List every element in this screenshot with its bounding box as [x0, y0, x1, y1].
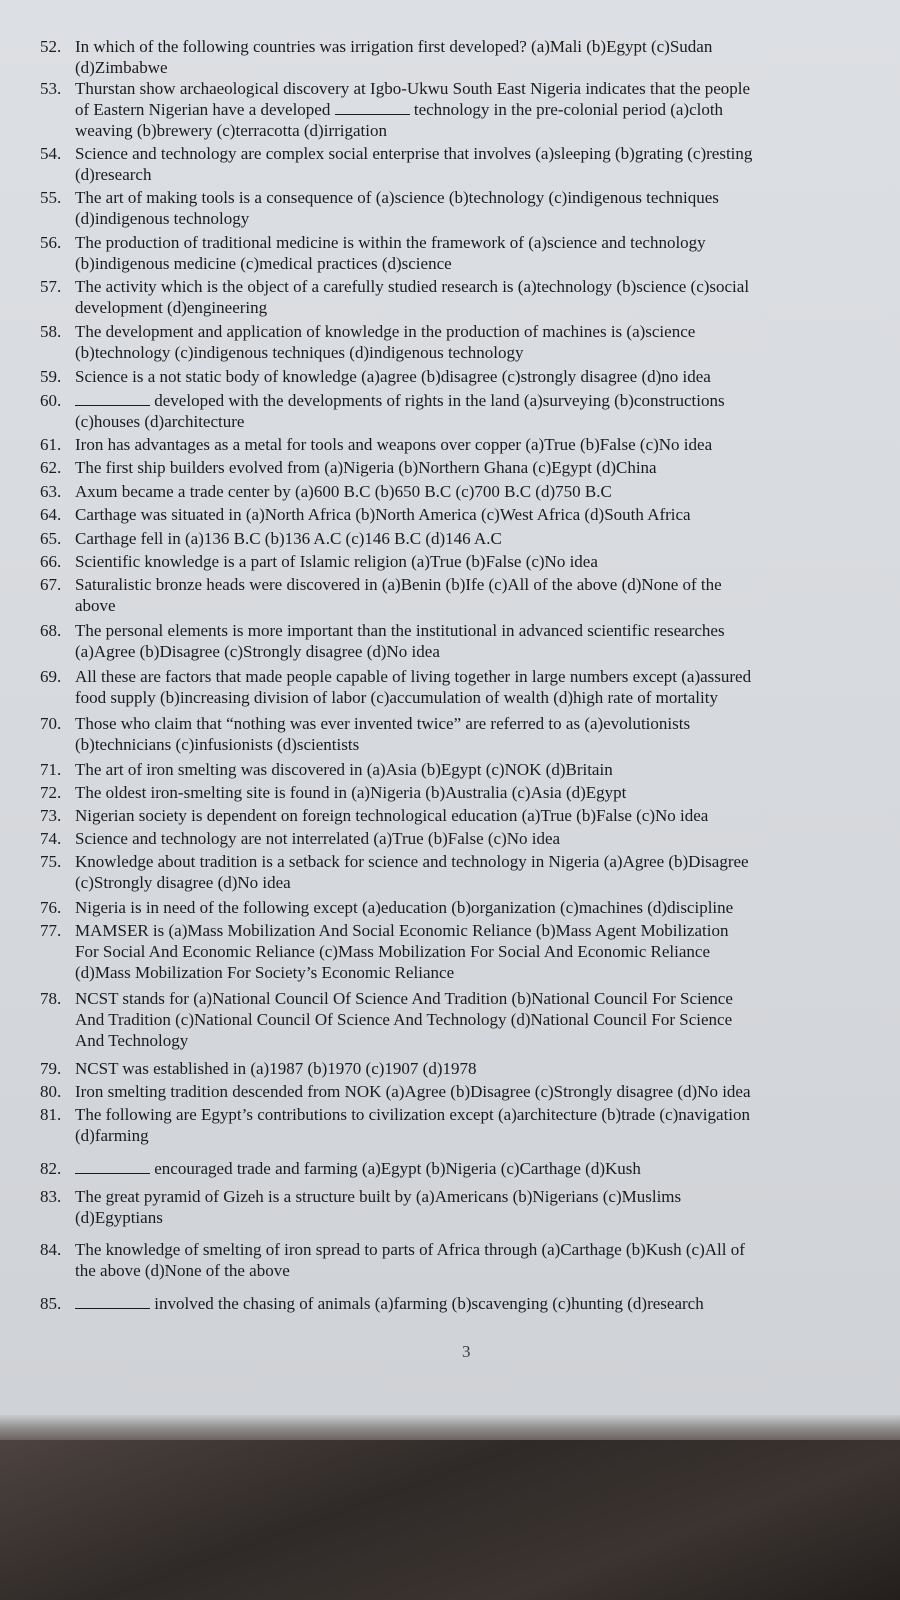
question-text: (d)research — [75, 165, 152, 184]
question-number: 72. — [40, 783, 62, 802]
page-number: 3 — [462, 1342, 471, 1361]
question-text: (b)technicians (c)infusionists (d)scientists — [75, 735, 360, 754]
question-text: Scientific knowledge is a part of Islamic religion (a)True (b)False (c)No idea — [75, 552, 598, 571]
question-number: 74. — [40, 829, 62, 848]
question-number: 53. — [40, 79, 62, 98]
answer-blank — [75, 1294, 150, 1309]
question-text: Nigerian society is dependent on foreign technological education (a)True (b)False (c)No idea — [75, 806, 709, 825]
question-text: The art of iron smelting was discovered in (a)Asia (b)Egypt (c)NOK (d)Britain — [75, 760, 613, 779]
question-number: 82. — [40, 1159, 62, 1178]
answer-blank — [75, 1159, 150, 1174]
question-number: 75. — [40, 852, 62, 871]
question-number: 61. — [40, 435, 62, 454]
question-text: All these are factors that made people capable of living together in large numbers except (a)assured — [75, 667, 752, 686]
question-text: (b)indigenous medicine (c)medical practices (d)science — [75, 254, 452, 273]
question-text: And Tradition (c)National Council Of Science And Technology (d)National Council For Science — [75, 1010, 733, 1029]
question-text: Science and technology are not interrelated (a)True (b)False (c)No idea — [75, 829, 561, 848]
question-number: 54. — [40, 144, 62, 163]
answer-blank — [335, 100, 410, 115]
question-number: 67. — [40, 575, 62, 594]
question-number: 64. — [40, 505, 62, 524]
question-text: Iron smelting tradition descended from NOK (a)Agree (b)Disagree (c)Strongly disagree (d)No idea — [75, 1082, 751, 1101]
question-text: of Eastern Nigerian have a developed — [75, 100, 331, 119]
question-number: 62. — [40, 458, 62, 477]
question-text: (a)Agree (b)Disagree (c)Strongly disagree (d)No idea — [75, 642, 440, 661]
question-number: 80. — [40, 1082, 62, 1101]
question-text: The first ship builders evolved from (a)Nigeria (b)Northern Ghana (c)Egypt (d)China — [75, 458, 657, 477]
question-text: technology in the pre-colonial period (a)cloth — [413, 100, 724, 119]
question-number: 84. — [40, 1240, 62, 1259]
question-text: above — [75, 596, 116, 615]
question-number: 63. — [40, 482, 62, 501]
question-number: 77. — [40, 921, 62, 940]
question-text: developed with the developments of rights in the land (a)surveying (b)constructions — [154, 391, 725, 410]
question-text: (c)Strongly disagree (d)No idea — [75, 873, 291, 892]
question-text: involved the chasing of animals (a)farming (b)scavenging (c)hunting (d)research — [154, 1294, 704, 1313]
question-text: And Technology — [75, 1031, 189, 1050]
question-text: (b)technology (c)indigenous techniques (d)indigenous technology — [75, 343, 524, 362]
question-number: 73. — [40, 806, 62, 825]
question-text: Those who claim that “nothing was ever invented twice” are referred to as (a)evolutionists — [75, 714, 691, 733]
question-text: encouraged trade and farming (a)Egypt (b)Nigeria (c)Carthage (d)Kush — [154, 1159, 641, 1178]
question-number: 52. — [40, 37, 62, 56]
question-text: MAMSER is (a)Mass Mobilization And Social Economic Reliance (b)Mass Agent Mobilization — [75, 921, 729, 940]
question-text: (d)Zimbabwe — [75, 58, 168, 77]
question-text: (d)Mass Mobilization For Society’s Economic Reliance — [75, 963, 455, 982]
question-number: 55. — [40, 188, 62, 207]
question-text: NCST stands for (a)National Council Of Science And Tradition (b)National Council For Science — [75, 989, 733, 1008]
question-text: Knowledge about tradition is a setback for science and technology in Nigeria (a)Agree (b)Disagree — [75, 852, 749, 871]
question-text: The personal elements is more important than the institutional in advanced scientific researches — [75, 621, 725, 640]
question-number: 65. — [40, 529, 62, 548]
question-number: 58. — [40, 322, 62, 341]
question-text: the above (d)None of the above — [75, 1261, 290, 1280]
question-number: 57. — [40, 277, 62, 296]
question-text: The oldest iron-smelting site is found in (a)Nigeria (b)Australia (c)Asia (d)Egypt — [75, 783, 627, 802]
question-text: Thurstan show archaeological discovery at Igbo-Ukwu South East Nigeria indicates that the people — [75, 79, 751, 98]
question-number: 79. — [40, 1059, 62, 1078]
question-text: The activity which is the object of a carefully studied research is (a)technology (b)science (c)social — [75, 277, 750, 296]
question-text: Nigeria is in need of the following except (a)education (b)organization (c)machines (d)discipline — [75, 898, 734, 917]
question-text: Science is a not static body of knowledge (a)agree (b)disagree (c)strongly disagree (d)no idea — [75, 367, 711, 386]
question-number: 76. — [40, 898, 62, 917]
question-number: 66. — [40, 552, 62, 571]
question-text: The art of making tools is a consequence of (a)science (b)technology (c)indigenous techniques — [75, 188, 719, 207]
question-text: The knowledge of smelting of iron spread to parts of Africa through (a)Carthage (b)Kush (c)All of — [75, 1240, 745, 1259]
question-text: development (d)engineering — [75, 298, 268, 317]
question-text: The production of traditional medicine is within the framework of (a)science and technology — [75, 233, 706, 252]
question-number: 71. — [40, 760, 62, 779]
question-text: Science and technology are complex social enterprise that involves (a)sleeping (b)grating (c)resting — [75, 144, 753, 163]
question-number: 83. — [40, 1187, 62, 1206]
question-text: (d)Egyptians — [75, 1208, 163, 1227]
question-text: The following are Egypt’s contributions to civilization except (a)architecture (b)trade (c)navigation — [75, 1105, 751, 1124]
question-number: 81. — [40, 1105, 62, 1124]
question-text: For Social And Economic Reliance (c)Mass Mobilization For Social And Economic Reliance — [75, 942, 711, 961]
question-text: Axum became a trade center by (a)600 B.C (b)650 B.C (c)700 B.C (d)750 B.C — [75, 482, 612, 501]
question-text: weaving (b)brewery (c)terracotta (d)irrigation — [75, 121, 387, 140]
question-number: 68. — [40, 621, 62, 640]
question-number: 59. — [40, 367, 62, 386]
question-number: 69. — [40, 667, 62, 686]
table-surface — [0, 1440, 900, 1600]
question-number: 56. — [40, 233, 62, 252]
question-text: NCST was established in (a)1987 (b)1970 (c)1907 (d)1978 — [75, 1059, 477, 1078]
question-text: (d)farming — [75, 1126, 149, 1145]
question-number: 70. — [40, 714, 62, 733]
question-text: The development and application of knowledge in the production of machines is (a)science — [75, 322, 696, 341]
question-number: 60. — [40, 391, 62, 410]
question-text: In which of the following countries was irrigation first developed? (a)Mali (b)Egypt (c)Sudan — [75, 37, 713, 56]
question-text: (c)houses (d)architecture — [75, 412, 245, 431]
question-text: The great pyramid of Gizeh is a structure built by (a)Americans (b)Nigerians (c)Muslims — [75, 1187, 682, 1206]
question-text: Carthage was situated in (a)North Africa (b)North America (c)West Africa (d)South Africa — [75, 505, 691, 524]
question-text: Carthage fell in (a)136 B.C (b)136 A.C (c)146 B.C (d)146 A.C — [75, 529, 502, 548]
answer-blank — [75, 391, 150, 406]
question-text: Saturalistic bronze heads were discovered in (a)Benin (b)Ife (c)All of the above (d)None of the — [75, 575, 722, 594]
question-number: 78. — [40, 989, 62, 1008]
question-text: Iron has advantages as a metal for tools and weapons over copper (a)True (b)False (c)No idea — [75, 435, 713, 454]
question-text: (d)indigenous technology — [75, 209, 250, 228]
question-number: 85. — [40, 1294, 62, 1313]
question-text: food supply (b)increasing division of labor (c)accumulation of wealth (d)high rate of mortality — [75, 688, 718, 707]
